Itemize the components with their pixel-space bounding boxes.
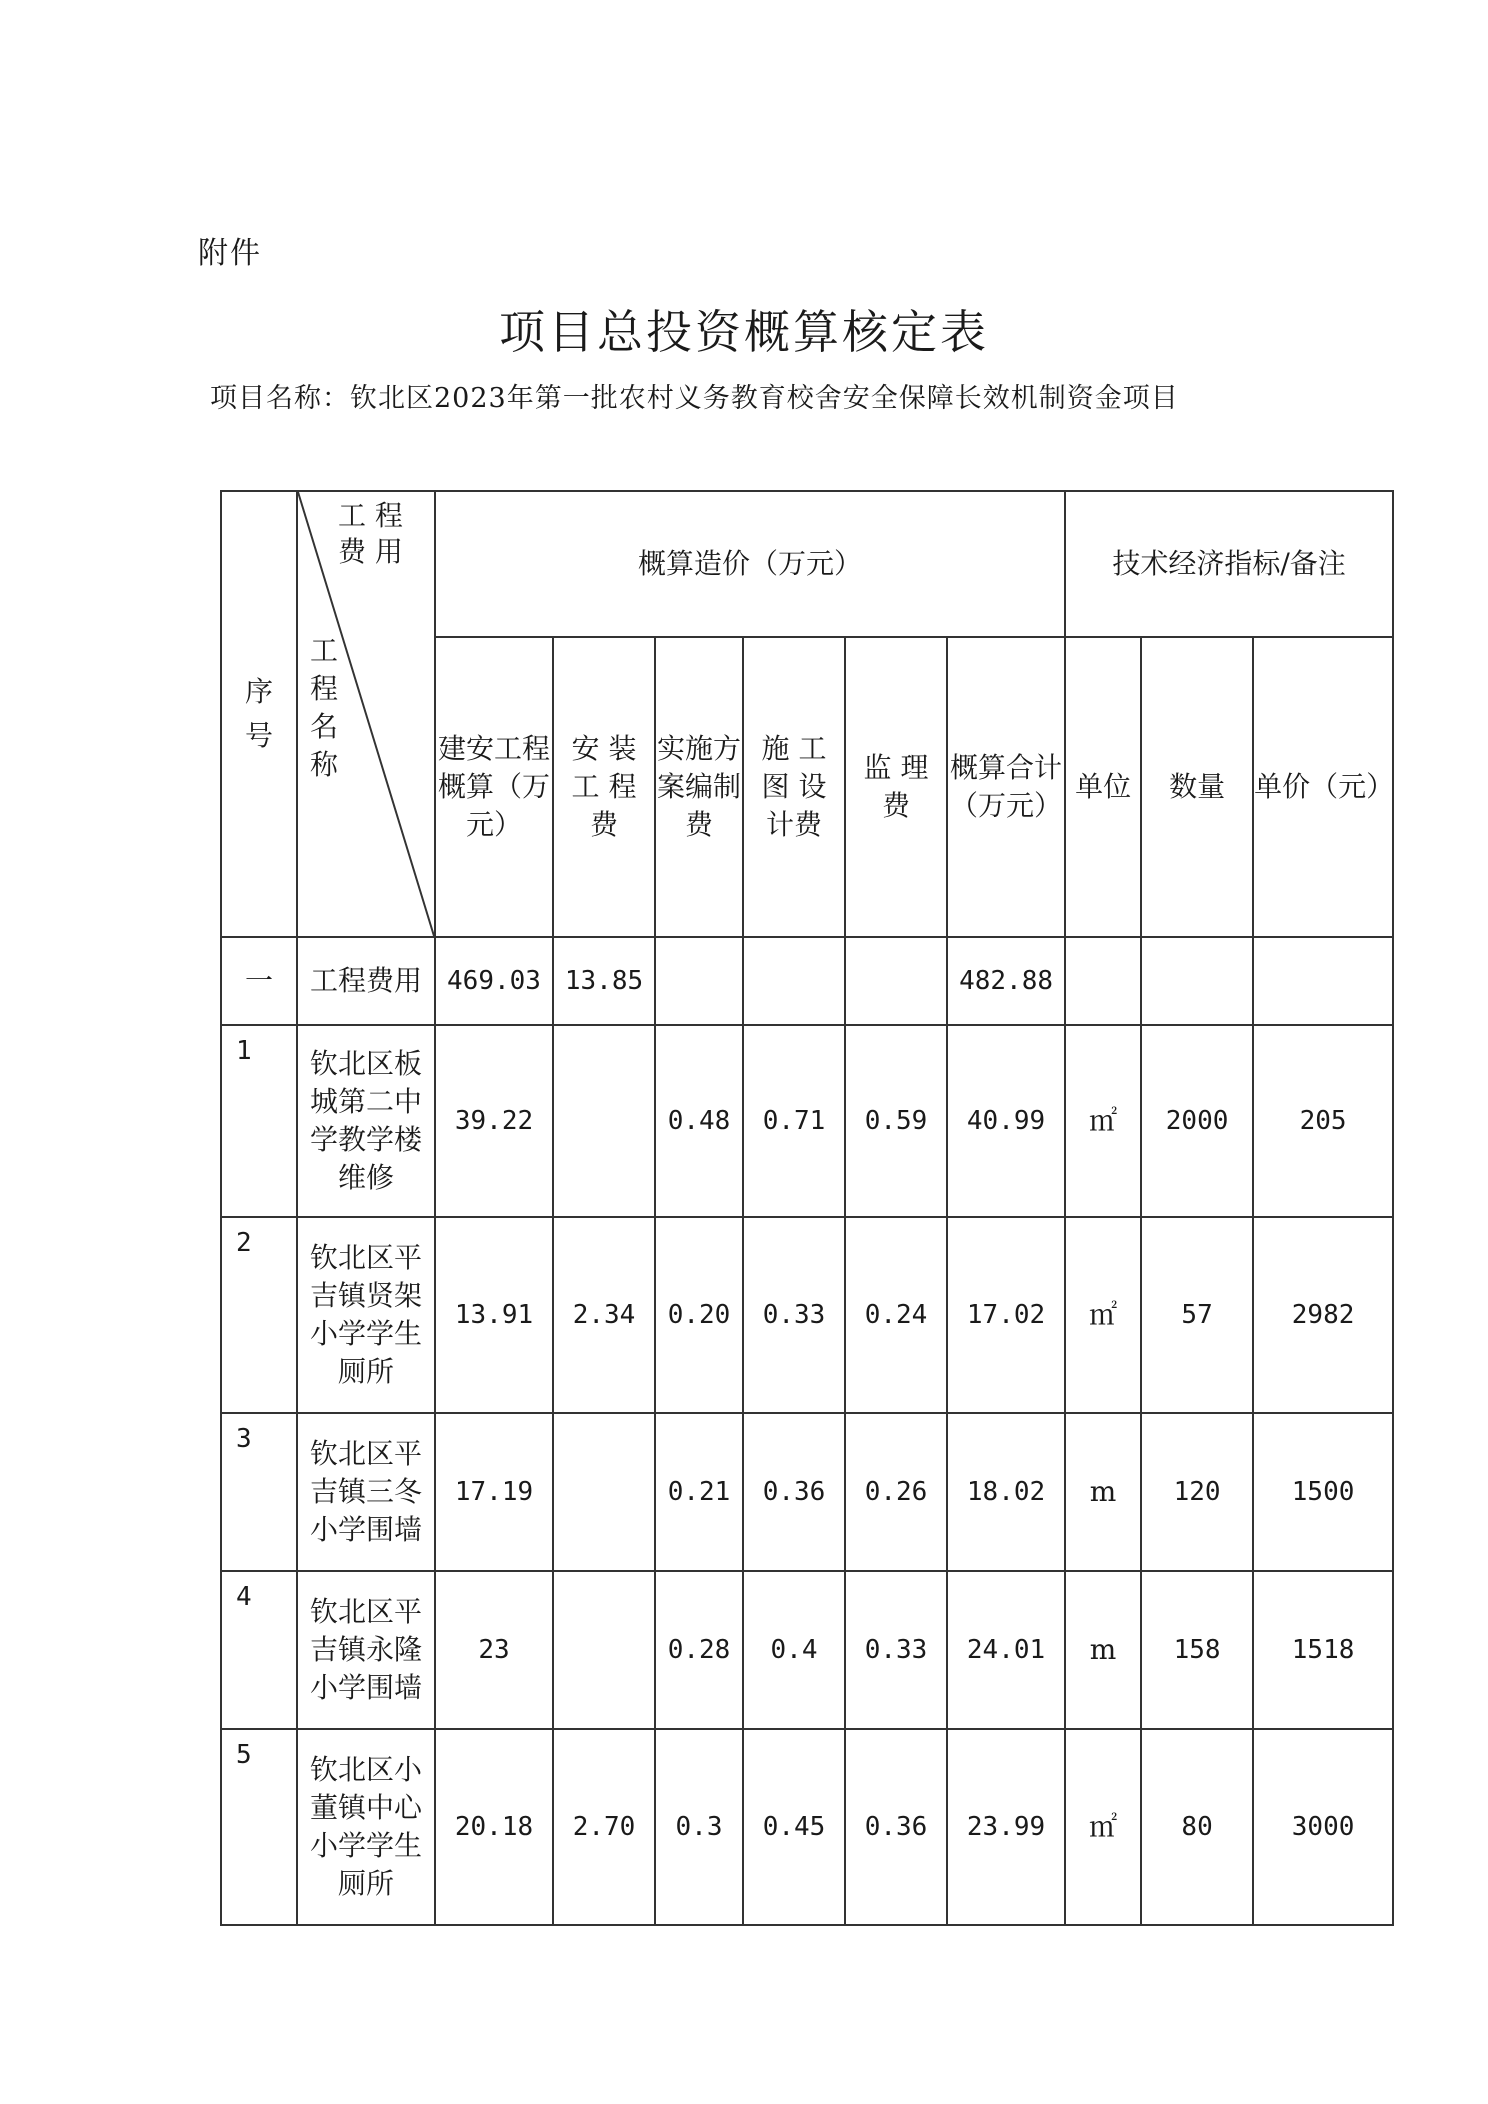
- row-qty: [1141, 937, 1253, 1025]
- diagonal-header: [297, 491, 435, 937]
- row-anzhuang: [553, 1025, 655, 1217]
- row-price: 1500: [1253, 1413, 1393, 1571]
- row-qty: 80: [1141, 1729, 1253, 1925]
- col-header-price: 单价（元）: [1253, 637, 1393, 937]
- row-name: 钦北区平吉镇三冬小学围墙: [297, 1413, 435, 1571]
- row-price: [1253, 937, 1393, 1025]
- row-jianli: 0.59: [845, 1025, 947, 1217]
- row-jianan: 23: [435, 1571, 553, 1729]
- row-anzhuang: 2.34: [553, 1217, 655, 1413]
- table-row: [221, 1025, 1393, 1217]
- row-shishi: [655, 937, 743, 1025]
- col-header-unit: 单位: [1065, 637, 1141, 937]
- row-unit: ㎡: [1065, 1217, 1141, 1413]
- row-jianli: 0.24: [845, 1217, 947, 1413]
- row-qty: 120: [1141, 1413, 1253, 1571]
- row-name: 钦北区板城第二中学教学楼维修: [297, 1025, 435, 1217]
- row-shitu: 0.71: [743, 1025, 845, 1217]
- tech-group-header: 技术经济指标/备注: [1065, 491, 1393, 637]
- row-shitu: [743, 937, 845, 1025]
- project-name: 项目名称：钦北区2023年第一批农村义务教育校舍安全保障长效机制资金项目: [210, 383, 1179, 414]
- attachment-label: 附件: [198, 236, 262, 271]
- col-header-anzhuang: 安 装 工 程 费: [553, 637, 655, 937]
- table-row: [221, 1729, 1393, 1925]
- col-header-jianan: 建安工程概算（万元）: [435, 637, 553, 937]
- row-shitu: 0.45: [743, 1729, 845, 1925]
- budget-table: [220, 490, 1394, 1926]
- row-name: 钦北区小董镇中心小学学生厕所: [297, 1729, 435, 1925]
- col-header-jianli: 监 理 费: [845, 637, 947, 937]
- table-row: [221, 1571, 1393, 1729]
- diagonal-side-label: 工程名称: [310, 634, 339, 781]
- row-qty: 2000: [1141, 1025, 1253, 1217]
- row-qty: 158: [1141, 1571, 1253, 1729]
- table-row: [221, 937, 1393, 1025]
- row-shishi: 0.20: [655, 1217, 743, 1413]
- col-header-shishi: 实施方案编制费: [655, 637, 743, 937]
- row-jianli: [845, 937, 947, 1025]
- row-jianan: 13.91: [435, 1217, 553, 1413]
- seq-header: 序号: [221, 491, 297, 937]
- row-shitu: 0.4: [743, 1571, 845, 1729]
- row-heji: 23.99: [947, 1729, 1065, 1925]
- row-shishi: 0.3: [655, 1729, 743, 1925]
- row-anzhuang: [553, 1413, 655, 1571]
- row-seq: 2: [221, 1217, 297, 1413]
- row-jianan: 469.03: [435, 937, 553, 1025]
- row-jianan: 39.22: [435, 1025, 553, 1217]
- row-price: 205: [1253, 1025, 1393, 1217]
- col-header-qty: 数量: [1141, 637, 1253, 937]
- row-unit: ㎡: [1065, 1729, 1141, 1925]
- row-price: 1518: [1253, 1571, 1393, 1729]
- row-heji: 40.99: [947, 1025, 1065, 1217]
- col-header-shitu: 施 工 图 设 计费: [743, 637, 845, 937]
- row-anzhuang: 13.85: [553, 937, 655, 1025]
- row-shishi: 0.28: [655, 1571, 743, 1729]
- row-unit: [1065, 937, 1141, 1025]
- row-jianli: 0.36: [845, 1729, 947, 1925]
- row-heji: 18.02: [947, 1413, 1065, 1571]
- row-anzhuang: [553, 1571, 655, 1729]
- row-name: 工程费用: [297, 937, 435, 1025]
- row-shitu: 0.36: [743, 1413, 845, 1571]
- row-unit: m: [1065, 1571, 1141, 1729]
- diagonal-top-label: 工 程 费 用: [338, 499, 403, 568]
- row-seq: 1: [221, 1025, 297, 1217]
- table-row: [221, 1413, 1393, 1571]
- row-unit: m: [1065, 1413, 1141, 1571]
- row-shishi: 0.21: [655, 1413, 743, 1571]
- row-seq: 4: [221, 1571, 297, 1729]
- row-heji: 482.88: [947, 937, 1065, 1025]
- row-anzhuang: 2.70: [553, 1729, 655, 1925]
- row-seq: 一: [221, 937, 297, 1025]
- row-qty: 57: [1141, 1217, 1253, 1413]
- row-jianli: 0.26: [845, 1413, 947, 1571]
- row-heji: 17.02: [947, 1217, 1065, 1413]
- row-unit: ㎡: [1065, 1025, 1141, 1217]
- row-price: 3000: [1253, 1729, 1393, 1925]
- row-jianli: 0.33: [845, 1571, 947, 1729]
- row-shishi: 0.48: [655, 1025, 743, 1217]
- row-jianan: 17.19: [435, 1413, 553, 1571]
- budget-group-header: 概算造价（万元）: [435, 491, 1065, 637]
- row-shitu: 0.33: [743, 1217, 845, 1413]
- row-price: 2982: [1253, 1217, 1393, 1413]
- row-seq: 5: [221, 1729, 297, 1925]
- row-jianan: 20.18: [435, 1729, 553, 1925]
- row-seq: 3: [221, 1413, 297, 1571]
- row-name: 钦北区平吉镇贤架小学学生厕所: [297, 1217, 435, 1413]
- row-name: 钦北区平吉镇永隆小学围墙: [297, 1571, 435, 1729]
- table-row: [221, 1217, 1393, 1413]
- row-heji: 24.01: [947, 1571, 1065, 1729]
- page-title: 项目总投资概算核定表: [499, 305, 989, 359]
- col-header-heji: 概算合计（万元）: [947, 637, 1065, 937]
